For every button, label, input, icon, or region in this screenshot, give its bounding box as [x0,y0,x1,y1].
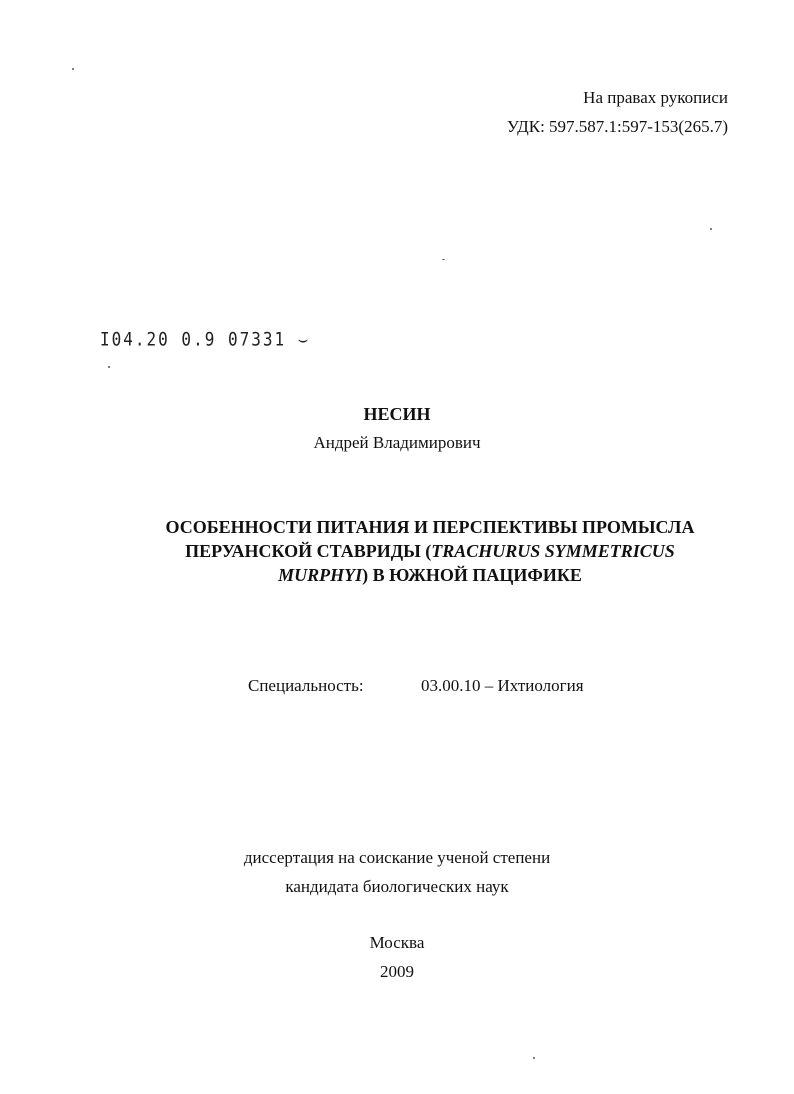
specialty-label: Специальность: [248,676,364,695]
title-line-2 [100,539,760,563]
udc-code: УДК: 597.587.1:597-153(265.7) [506,117,728,136]
scan-speck [442,259,445,260]
year: 2009 [380,962,414,981]
title-line-1: ОСОБЕННОСТИ ПИТАНИЯ И ПЕРСПЕКТИВЫ ПРОМЫСЛА [165,517,695,537]
author-given-names: Андрей Владимирович [313,433,481,452]
degree-line-2: кандидата биологических наук [285,877,509,896]
specialty-value: 03.00.10 – Ихтиология [421,676,584,695]
title-line-3-suffix: ) В ЮЖНОЙ ПАЦИФИКЕ [362,565,582,585]
dissertation-title [100,515,760,587]
author-surname: НЕСИН [363,404,431,424]
degree-line-1: диссертация на соискание ученой степени [243,848,551,867]
title-line-3 [100,563,760,587]
scan-speck [710,228,712,230]
manuscript-rights-note: На правах рукописи [583,88,728,107]
scan-speck [108,366,110,368]
library-stamp-number: I04.20 0.9 07331 ⌣ [100,328,311,350]
scan-speck [533,1057,535,1059]
scan-speck [72,68,74,70]
species-name-part-2: MURPHYI [278,565,363,585]
title-line-2-prefix: ПЕРУАНСКОЙ СТАВРИДЫ ( [185,541,432,561]
species-name-part-1: TRACHURUS SYMMETRICUS [431,541,675,561]
city: Москва [369,933,425,952]
